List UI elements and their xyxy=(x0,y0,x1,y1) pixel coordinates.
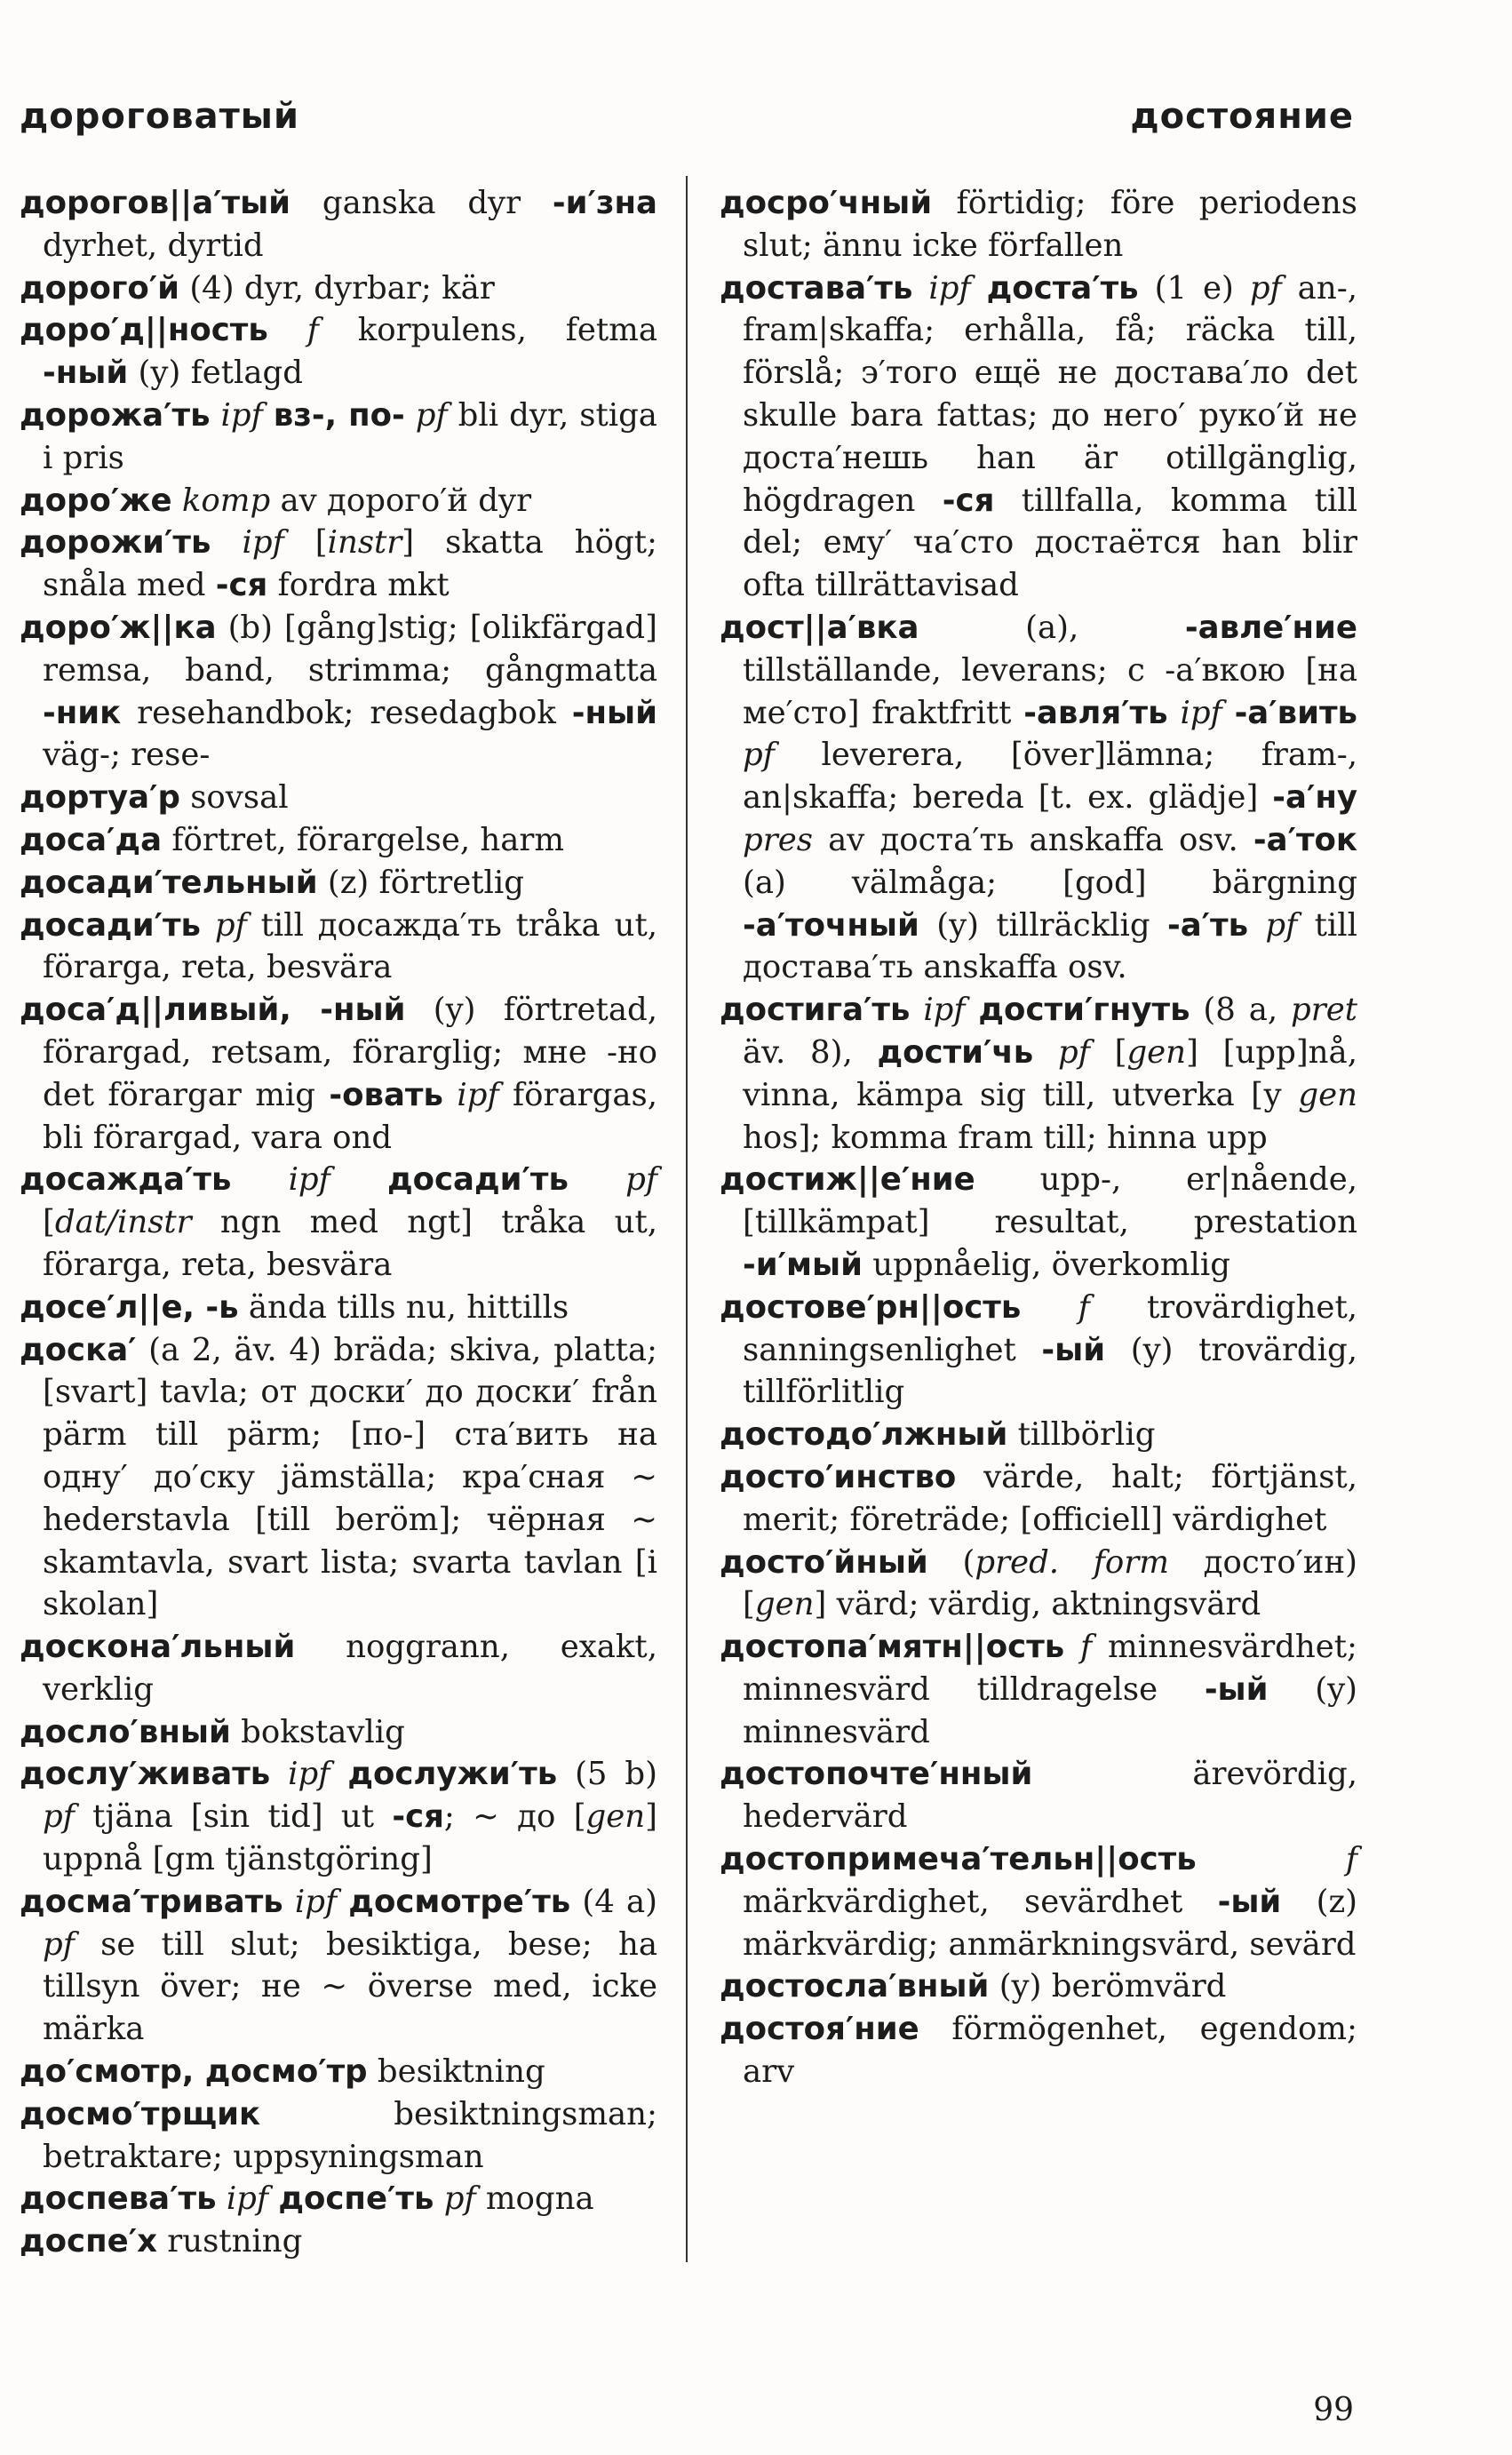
definition-text xyxy=(217,2180,227,2217)
headword: дортуа′р xyxy=(20,779,180,817)
headword: досажда′ть xyxy=(20,1161,232,1199)
definition-text: av дорого′й dyr xyxy=(270,482,532,519)
definition-text xyxy=(337,1884,348,1920)
definition-text: besiktning xyxy=(367,2053,545,2091)
definition-text: ; ~ до [ xyxy=(443,1798,586,1836)
headword: досади′ть xyxy=(386,1161,569,1199)
definition-text xyxy=(211,397,221,434)
dictionary-entry xyxy=(720,1838,1357,1965)
dictionary-entry xyxy=(20,1159,657,1286)
grammar-label: ipf xyxy=(242,524,284,562)
headword: доса′д||ливый, -ный xyxy=(20,992,406,1029)
definition-text: (5 b) xyxy=(557,1756,657,1793)
headword: дослужи′ть xyxy=(347,1756,558,1793)
definition-text: dyrhet, dyrtid xyxy=(43,227,264,264)
definition-text: (y) förtretad, förargad, retsam, förarglig; мне -но det förargar mig xyxy=(43,992,657,1113)
dictionary-entry xyxy=(20,1881,657,2051)
definition-text: äv. 8), xyxy=(743,1033,878,1071)
headword: досе′л||е, -ь xyxy=(20,1288,239,1326)
definition-text: [ xyxy=(1089,1033,1127,1071)
headword: -ся xyxy=(942,482,995,519)
headword: -ник xyxy=(43,694,122,731)
definition-text: upp-, er|nående, [tillkämpat] resultat, prestation xyxy=(743,1161,1357,1241)
definition-text: (y) trovärdig, tillförlitlig xyxy=(743,1331,1357,1411)
definition-text: bli dyr, stiga i pris xyxy=(43,396,657,476)
definition-text: ( xyxy=(927,1543,975,1581)
definition-text: tillbörlig xyxy=(1007,1416,1156,1454)
definition-text: väg-; rese- xyxy=(43,737,211,774)
headword: дорогов||а′тый xyxy=(20,185,291,221)
grammar-label: ipf xyxy=(220,396,263,434)
definition-text: ] [upp]nå, vinna, kämpa sig till, utverka [у xyxy=(743,1033,1357,1113)
definition-text: (y) fetlagd xyxy=(128,355,303,392)
grammar-label: ipf xyxy=(288,1161,330,1199)
page-number: 99 xyxy=(1313,2392,1354,2428)
definition-text: minnesvärdhet; minnesvärd tilldragelse xyxy=(743,1629,1357,1708)
headword: -и′мый xyxy=(743,1246,863,1283)
dictionary-entry xyxy=(720,1753,1357,1838)
definition-text: av доста′ть anskaffa osv. xyxy=(812,821,1253,858)
dictionary-entry xyxy=(20,819,657,862)
headword: -ый xyxy=(1217,1883,1282,1920)
dictionary-entry xyxy=(20,1753,657,1880)
headword: досто′инство xyxy=(720,1458,957,1495)
dictionary-entry xyxy=(720,1159,1357,1286)
definition-text: ngn med ngt] tråka ut, förarga, reta, besvära xyxy=(43,1204,657,1283)
definition-text: (y) tillräcklig xyxy=(919,906,1167,944)
definition-text xyxy=(569,1161,625,1198)
definition-text: tillfalla, komma till del; ему′ ча′сто достаётся han blir ofta tillrättavisad xyxy=(743,482,1357,604)
dictionary-entry xyxy=(20,182,657,267)
column-divider xyxy=(686,176,688,2262)
definition-text xyxy=(268,2180,278,2217)
definition-text xyxy=(1033,1034,1058,1071)
grammar-label: ipf xyxy=(928,269,971,307)
definition-text: besiktningsman; betraktare; uppsyningsman xyxy=(43,2095,657,2175)
definition-text: (a 2, äv. 4) bräda; skiva, platta; [svart] tavla; от доски′ до доски′ från pärm till pärm; [по-] ста′вить на одну′ до′ску jämställa; кра′сная ~ hederstavla [till beröm]; чёрная ~ skamtavla, svart lista; svarta tavlan [i skolan] xyxy=(43,1331,657,1623)
grammar-label: gen xyxy=(1298,1076,1357,1113)
definition-text: förtret, förargelse, harm xyxy=(162,821,565,858)
headword: достава′ть xyxy=(720,269,913,307)
definition-text: rustning xyxy=(156,2223,303,2260)
dictionary-entry xyxy=(20,777,657,819)
headword: доро′ж||ка xyxy=(20,609,217,646)
headword: доса′да xyxy=(20,821,163,858)
definition-text: (z) förtretlig xyxy=(317,864,524,901)
definition-text: bokstavlig xyxy=(230,1713,405,1750)
definition-text xyxy=(211,524,242,561)
grammar-label: f xyxy=(306,312,319,349)
definition-text: (z) märkvärdig; anmärkningsvärd, sevärd xyxy=(743,1883,1358,1963)
headword: достига′ть xyxy=(720,992,911,1029)
definition-text xyxy=(268,312,307,348)
dictionary-entry xyxy=(20,2051,657,2093)
grammar-label: pf xyxy=(43,1925,75,1963)
dictionary-entry xyxy=(20,2178,657,2220)
grammar-label: pf xyxy=(443,2180,476,2218)
headword: достопримеча′тельн||ость xyxy=(720,1841,1197,1878)
running-head-right: достояние xyxy=(1130,96,1354,137)
headword: достове′рн||ость xyxy=(720,1288,1022,1326)
headword: досмотре′ть xyxy=(348,1883,571,1920)
definition-text: (a) välmåga; [god] bärgning xyxy=(743,864,1357,901)
definition-text: fordra mkt xyxy=(267,567,450,604)
dictionary-entry xyxy=(20,1329,657,1627)
dictionary-entry xyxy=(720,607,1357,989)
definition-text: ] uppnå [gm tjänstgöring] xyxy=(43,1798,658,1878)
definition-text: ända tills nu, hittills xyxy=(238,1288,569,1326)
definition-text xyxy=(1222,695,1235,731)
definition-text xyxy=(270,1756,288,1792)
definition-text xyxy=(910,992,923,1028)
grammar-label: pret xyxy=(1291,992,1357,1029)
headword: достиж||е′ние xyxy=(720,1161,975,1199)
headword: -а′ну xyxy=(1272,779,1357,817)
dictionary-entry xyxy=(720,182,1357,267)
definition-text: (b) [gång]stig; [olikfärgad] remsa, band, strimma; gångmatta xyxy=(43,609,657,689)
dictionary-entry xyxy=(20,989,657,1159)
dictionary-entry xyxy=(20,905,657,990)
definition-text: (8 a, xyxy=(1190,992,1291,1029)
definition-text: tjäna [sin tid] ut xyxy=(74,1798,393,1836)
headword: досмо′трщик xyxy=(20,2095,261,2132)
definition-text: (y) berömvärd xyxy=(989,1968,1227,2005)
headword: досади′тельный xyxy=(20,864,318,901)
grammar-label: komp xyxy=(181,482,271,519)
headword: -а′вить xyxy=(1234,694,1357,731)
definition-text xyxy=(434,2180,443,2217)
grammar-label: pf xyxy=(743,737,775,774)
headword: досло′вный xyxy=(20,1713,231,1750)
grammar-label: gen xyxy=(754,1586,815,1623)
headword: -а′ток xyxy=(1253,821,1357,858)
dictionary-entry xyxy=(20,522,657,607)
grammar-label: instr xyxy=(327,524,402,562)
headword: -ся xyxy=(215,567,268,604)
grammar-label: ipf xyxy=(288,1756,330,1793)
headword: доро′д||ность xyxy=(20,312,268,349)
definition-text xyxy=(1248,907,1265,944)
definition-text: till досажда′ть tråka ut, förarga, reta, besvära xyxy=(43,906,657,986)
headword: -овать xyxy=(329,1076,443,1113)
headword: дорожа′ть xyxy=(20,396,211,434)
dictionary-entry xyxy=(720,1965,1357,2008)
definition-text: ] skatta högt; snåla med xyxy=(43,524,657,604)
headword: вз-, по- xyxy=(273,396,405,434)
headword: досма′тривать xyxy=(20,1883,283,1920)
grammar-label: pres xyxy=(743,821,813,858)
headword: достопочте′нный xyxy=(720,1756,1033,1793)
headword: доспева′ть xyxy=(20,2180,217,2218)
running-head-left: дороговатый xyxy=(20,96,299,137)
definition-text: (4) dyr, dyrbar; kär xyxy=(179,269,495,307)
definition-text: förtidig; före periodens slut; ännu icke förfallen xyxy=(743,185,1357,264)
headword: -и′зна xyxy=(552,185,657,221)
definition-text: [ xyxy=(283,524,328,562)
headword: достопа′мятн||ость xyxy=(720,1629,1065,1666)
definition-text: ärevördig, hedervärd xyxy=(743,1756,1357,1836)
definition-text: an-, fram|skaffa; erhålla, få; räcka till, förslå; э′того ещё не достава′ло det skulle bara fattas; до него′ руко′й не доста′нешь han är otillgänglig, högdragen xyxy=(743,269,1357,519)
headword: доскона′льный xyxy=(20,1629,296,1666)
headword: достодо′лжный xyxy=(720,1416,1008,1454)
headword: -а′точный xyxy=(743,906,919,944)
definition-text: trovärdighet, sanningsenlighet xyxy=(743,1288,1357,1368)
dictionary-entry xyxy=(720,267,1357,607)
headword: -ый xyxy=(1204,1670,1269,1708)
definition-text: ] värd; värdig, aktningsvärd xyxy=(814,1586,1261,1623)
definition-text: värde, halt; förtjänst, merit; företräde; [officiell] värdighet xyxy=(743,1458,1357,1538)
headword: -авля′ть xyxy=(1023,694,1168,731)
grammar-label: pf xyxy=(625,1161,657,1199)
headword: дости′гнуть xyxy=(978,992,1190,1029)
grammar-label: pf xyxy=(43,1798,75,1836)
headword: дости′чь xyxy=(877,1033,1034,1071)
definition-text xyxy=(1064,1629,1080,1665)
headword: доска′ xyxy=(20,1331,137,1368)
headword: -а′ть xyxy=(1166,906,1249,944)
dictionary-entry xyxy=(720,1542,1357,1627)
dictionary-entry xyxy=(20,267,657,310)
dictionary-entry xyxy=(720,1456,1357,1542)
grammar-label: pred. form xyxy=(975,1543,1169,1581)
headword: дорого′й xyxy=(20,269,180,307)
definition-text: leverera, [över]lämna; fram-, an|skaffa; bereda [t. ex. glädje] xyxy=(743,737,1357,817)
definition-text xyxy=(405,397,416,434)
headword: дослу′живать xyxy=(20,1756,271,1793)
definition-text: ganska dyr xyxy=(290,185,553,221)
definition-text: korpulens, fetma xyxy=(318,312,657,349)
dictionary-entry xyxy=(720,1626,1357,1753)
definition-text: hos]; komma fram till; hinna upp xyxy=(743,1119,1268,1156)
definition-text xyxy=(263,397,274,434)
headword: -ный xyxy=(43,355,129,392)
definition-text: (a), xyxy=(919,609,1185,646)
headword: досто′йный xyxy=(720,1543,928,1581)
definition-text: (y) minnesvärd xyxy=(743,1670,1357,1750)
grammar-label: gen xyxy=(1126,1033,1187,1071)
dictionary-entry xyxy=(20,2093,657,2179)
left-column xyxy=(20,182,657,2263)
definition-text: se till slut; besiktiga, bese; ha tillsyn över; не ~ överse med, icke märka xyxy=(43,1925,657,2048)
grammar-label: f xyxy=(1078,1288,1090,1326)
dictionary-entry xyxy=(20,862,657,905)
headword: дорожи′ть xyxy=(20,524,211,562)
headword: -ся xyxy=(392,1798,444,1836)
definition-text xyxy=(172,482,182,519)
headword: достоя′ние xyxy=(720,2011,919,2048)
dictionary-entry xyxy=(20,2220,657,2263)
dictionary-entry xyxy=(20,607,657,777)
headword: достосла′вный xyxy=(720,1968,990,2005)
definition-text xyxy=(912,270,928,307)
definition-text: noggrann, exakt, verklig xyxy=(43,1629,657,1708)
grammar-label: pf xyxy=(214,906,247,944)
definition-text: förargas, bli förargad, vara ond xyxy=(43,1076,657,1156)
dictionary-entry xyxy=(20,309,657,395)
grammar-label: ipf xyxy=(294,1883,338,1920)
headword: доспе′ть xyxy=(278,2180,434,2218)
grammar-label: pf xyxy=(1057,1033,1090,1071)
definition-text: sovsal xyxy=(179,779,289,817)
definition-text xyxy=(1021,1289,1078,1326)
grammar-label: ipf xyxy=(1180,694,1222,731)
definition-text xyxy=(443,1077,457,1113)
grammar-label: f xyxy=(1080,1629,1093,1666)
dictionary-entry xyxy=(20,480,657,522)
definition-text: mogna xyxy=(475,2180,594,2218)
dictionary-entry xyxy=(20,1287,657,1329)
dictionary-entry xyxy=(20,1711,657,1754)
headword: -авле′ние xyxy=(1184,609,1357,646)
definition-text: uppnåelig, överkomlig xyxy=(862,1246,1230,1283)
definition-text: досто′ин) [ xyxy=(743,1543,1357,1623)
dictionary-entry xyxy=(720,1287,1357,1414)
definition-text: (1 e) xyxy=(1138,269,1250,307)
grammar-label: pf xyxy=(1265,906,1298,944)
definition-text: [ xyxy=(43,1204,55,1241)
grammar-label: pf xyxy=(1249,269,1282,307)
definition-text xyxy=(330,1161,387,1198)
dictionary-entry xyxy=(720,2008,1357,2093)
headword: -ный xyxy=(571,694,657,731)
definition-text xyxy=(971,270,987,307)
definition-text xyxy=(1197,1841,1346,1877)
definition-text: resehandbok; resedagbok xyxy=(121,694,572,731)
grammar-label: f xyxy=(1345,1841,1357,1878)
grammar-label: ipf xyxy=(923,992,966,1029)
headword: -ый xyxy=(1041,1331,1106,1368)
definition-text: (4 a) xyxy=(570,1883,657,1920)
dictionary-entry xyxy=(20,1626,657,1711)
grammar-label: ipf xyxy=(457,1076,499,1113)
headword: доспе′х xyxy=(20,2223,157,2260)
grammar-label: pf xyxy=(415,396,448,434)
definition-text xyxy=(283,1884,295,1920)
dictionary-entry xyxy=(720,989,1357,1159)
definition-text xyxy=(330,1756,347,1792)
definition-text: förmögenhet, egendom; arv xyxy=(743,2011,1357,2091)
definition-text xyxy=(1168,695,1181,731)
grammar-label: dat/instr xyxy=(54,1204,192,1241)
headword: доро′же xyxy=(20,482,172,519)
definition-text xyxy=(966,992,979,1028)
right-column xyxy=(720,182,1357,2093)
definition-text: till достава′ть anskaffa osv. xyxy=(743,906,1357,986)
headword: дост||а′вка xyxy=(720,609,919,646)
definition-text: märkvärdighet, sevärdhet xyxy=(743,1883,1218,1920)
definition-text: tillställande, leverans; с -а′вкою [на ме′сто] fraktfritt xyxy=(743,651,1357,731)
grammar-label: ipf xyxy=(226,2180,269,2218)
headword: до′смотр, досмо′тр xyxy=(20,2053,368,2091)
definition-text xyxy=(201,907,215,944)
headword: доста′ть xyxy=(986,269,1139,307)
grammar-label: gen xyxy=(585,1798,646,1836)
headword: досро′чный xyxy=(720,185,933,221)
headword: досади′ть xyxy=(20,906,201,944)
dictionary-entry xyxy=(720,1414,1357,1456)
definition-text xyxy=(231,1161,288,1198)
dictionary-entry xyxy=(20,395,657,480)
